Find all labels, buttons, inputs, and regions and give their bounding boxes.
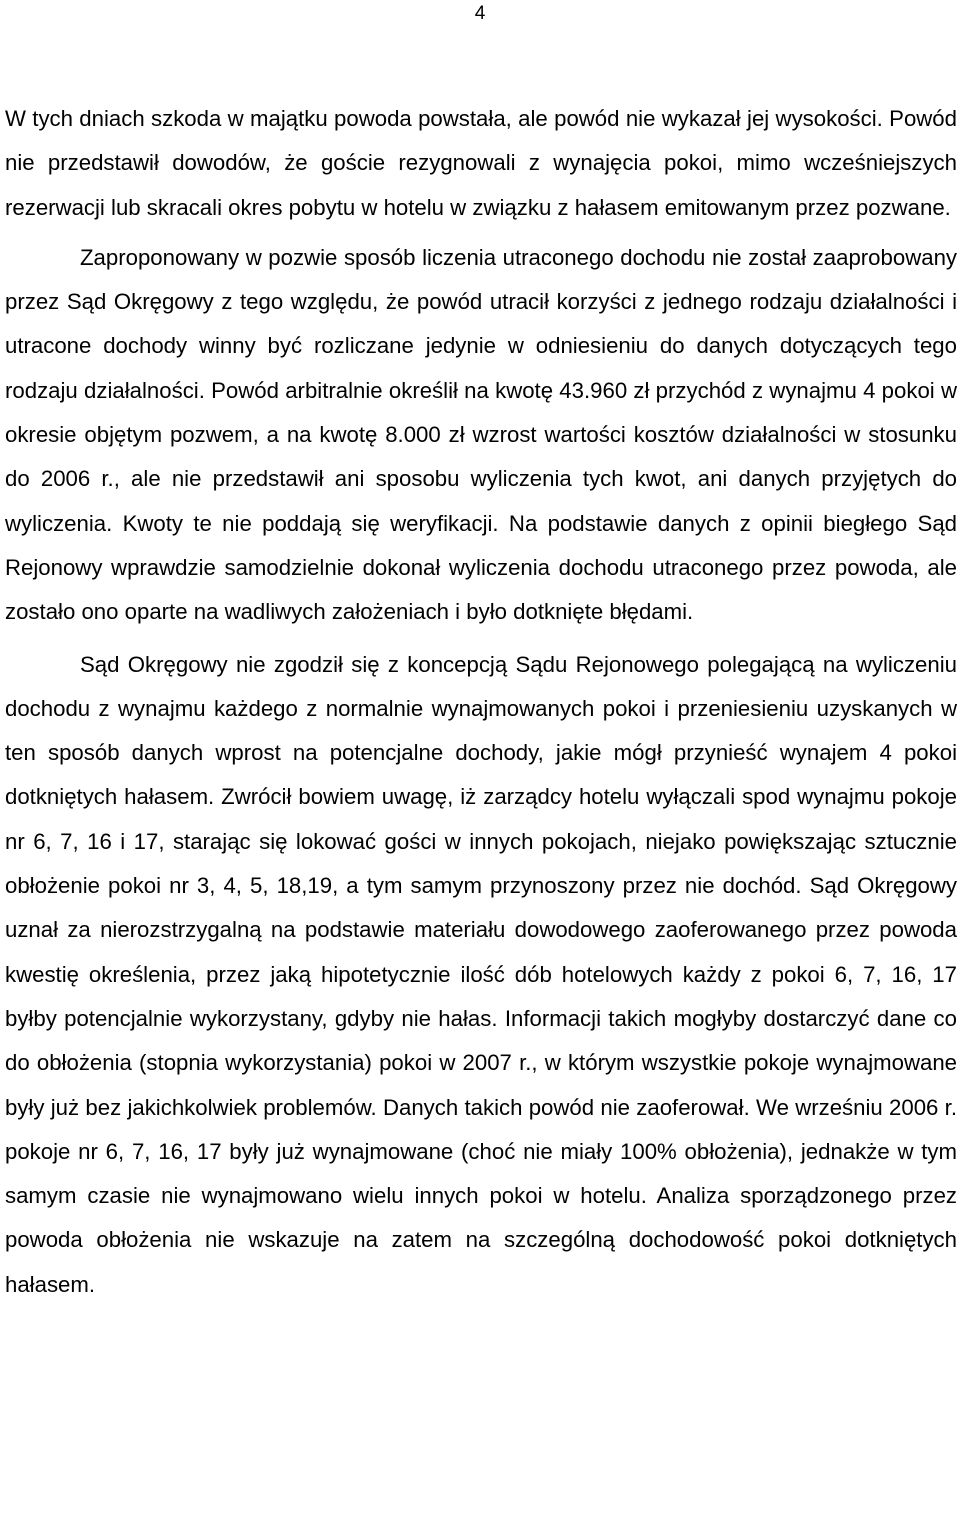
paragraph-damage-amount: W tych dniach szkoda w majątku powoda powstała, ale powód nie wykazał jej wysokości. Powód nie przedstawił dowodów, że goście rezygnowali z wynajęcia pokoi, mimo wcześniejszych rezerwacji lub skracali okres pobytu w hotelu w związku z hałasem emitowanym przez pozwane. — [5, 106, 957, 220]
paragraph-income-calculation: Zaproponowany w pozwie sposób liczenia utraconego dochodu nie został zaaprobowany przez Sąd Okręgowy z tego względu, że powód utracił korzyści z jednego rodzaju działalności i utracone dochody winny być rozliczane jedynie w odniesieniu do danych dotyczących tego rodzaju działalności. Powód arbitralnie określił na kwotę 43.960 zł przychód z wynajmu 4 pokoi w okresie objętym pozwem, a na kwotę 8.000 zł wzrost wartości kosztów działalności w stosunku do 2006 r., ale nie przedstawił ani sposobu wyliczenia tych kwot, ani danych przyjętych do wyliczenia. Kwoty te nie poddają się weryfikacji. Na podstawie danych z opinii biegłego Sąd Rejonowy wprawdzie samodzielnie dokonał wyliczenia dochodu utraconego przez powoda, ale zostało ono oparte na wadliwych założeniach i było dotknięte błędami. — [5, 244, 957, 625]
page-number: 4 — [474, 3, 486, 24]
paragraph-court-reasoning: Sąd Okręgowy nie zgodził się z koncepcją Sądu Rejonowego polegającą na wyliczeniu dochodu z wynajmu każdego z normalnie wynajmowanych pokoi i przeniesieniu uzyskanych w ten sposób danych wprost na potencjalne dochody, jakie mógł przynieść wynajem 4 pokoi dotkniętych hałasem. Zwrócił bowiem uwagę, iż zarządcy hotelu wyłączali spod wynajmu pokoje nr 6, 7, 16 i 17, starając się lokować gości w innych pokojach, niejako powiększając sztucznie obłożenie pokoi nr 3, 4, 5, 18,19, a tym samym przynoszony przez nie dochód. Sąd Okręgowy uznał za nierozstrzygalną na podstawie materiału dowodowego zaoferowanego przez powoda kwestię określenia, przez jaką hipotetycznie ilość dób hotelowych każdy z pokoi 6, 7, 16, 17 byłby potencjalnie wykorzystany, gdyby nie hałas. Informacji takich mogłyby dostarczyć dane co do obłożenia (stopnia wykorzystania) pokoi w 2007 r., w którym wszystkie pokoje wynajmowane były już bez jakichkolwiek problemów. Danych takich powód nie zaoferował. We wrześniu 2006 r. pokoje nr 6, 7, 16, 17 były już wynajmowane (choć nie miały 100% obłożenia), jednakże w tym samym czasie nie wynajmowano wielu innych pokoi w hotelu. Analiza sporządzonego przez powoda obłożenia nie wskazuje na zatem na szczególną dochodowość pokoi dotkniętych hałasem. — [5, 651, 957, 1297]
document-body — [5, 97, 957, 1307]
